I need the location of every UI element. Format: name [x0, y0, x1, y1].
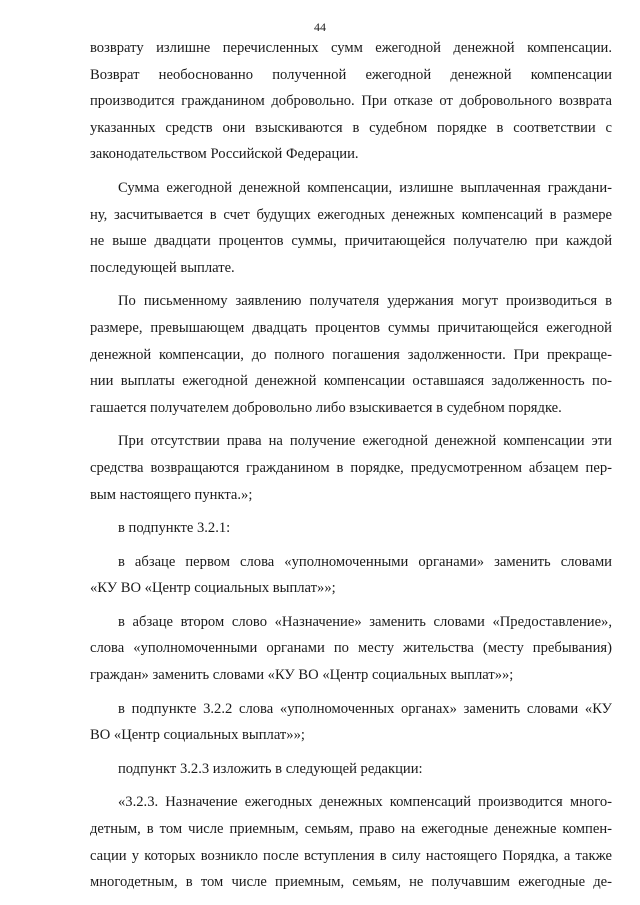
- text-line: производится гражданином добровольно. При отказе от добровольного возврата: [90, 93, 612, 110]
- text-line: указанных средств они взыскиваются в судебном порядке в соответствии с: [90, 119, 612, 136]
- text-line: в подпункте 3.2.1:: [118, 520, 231, 537]
- text-line: законодательством Российской Федерации.: [90, 146, 359, 163]
- text-line: детным, в том числе приемным, семьям, право на ежегодные денежные компен-: [90, 821, 612, 838]
- document-body: [90, 35, 612, 896]
- text-line: размере, превышающем двадцать процентов суммы причитающейся ежегодной: [90, 319, 612, 336]
- text-line: возврату излишне перечисленных сумм ежегодной денежной компенсации.: [90, 40, 612, 56]
- text-line: гашается получателем добровольно либо взыскивается в судебном порядке.: [90, 399, 562, 416]
- text-line: «КУ ВО «Центр социальных выплат»»;: [90, 580, 336, 597]
- text-line: При отсутствии права на получение ежегодной денежной компенсации эти: [118, 433, 612, 450]
- text-line: Возврат необоснованно полученной ежегодной денежной компенсации: [90, 66, 612, 83]
- text-line: в абзаце втором слово «Назначение» заменить словами «Предоставление»,: [118, 613, 612, 630]
- text-line: подпункт 3.2.3 изложить в следующей редакции:: [118, 760, 423, 777]
- text-line: средства возвращаются гражданином в порядке, предусмотренном абзацем пер-: [90, 459, 612, 476]
- text-line: По письменному заявлению получателя удержания могут производиться в: [118, 293, 612, 310]
- text-line: слова «уполномоченными органами по месту жительства (месту пребывания): [90, 640, 612, 657]
- text-line: в подпункте 3.2.2 слова «уполномоченных органах» заменить словами «КУ: [118, 700, 612, 717]
- text-line: вым настоящего пункта.»;: [90, 486, 253, 503]
- text-line: в абзаце первом слова «уполномоченными органами» заменить словами: [118, 553, 612, 570]
- text-line: ну, засчитывается в счет будущих ежегодных денежных компенсаций в размере: [90, 206, 612, 223]
- text-line: ВО «Центр социальных выплат»»;: [90, 727, 305, 744]
- text-line: многодетным, в том числе приемным, семьям, не получавшим ежегодные де-: [90, 874, 612, 891]
- text-line: «3.2.3. Назначение ежегодных денежных компенсаций производится много-: [118, 794, 612, 811]
- text-line: сации у которых возникло после вступления в силу настоящего Порядка, а также: [90, 847, 612, 864]
- text-line: Сумма ежегодной денежной компенсации, излишне выплаченная граждани-: [118, 179, 612, 196]
- text-line: нии выплаты ежегодной денежной компенсации оставшаяся задолженность по-: [90, 373, 612, 390]
- text-line: граждан» заменить словами «КУ ВО «Центр социальных выплат»»;: [90, 667, 514, 684]
- text-line: последующей выплате.: [90, 259, 235, 276]
- page-number: 44: [314, 20, 326, 34]
- text-line: не выше двадцати процентов суммы, причитающейся получателю при каждой: [90, 233, 612, 250]
- text-line: денежной компенсации, до полного погашения задолженности. При прекраще-: [90, 346, 612, 363]
